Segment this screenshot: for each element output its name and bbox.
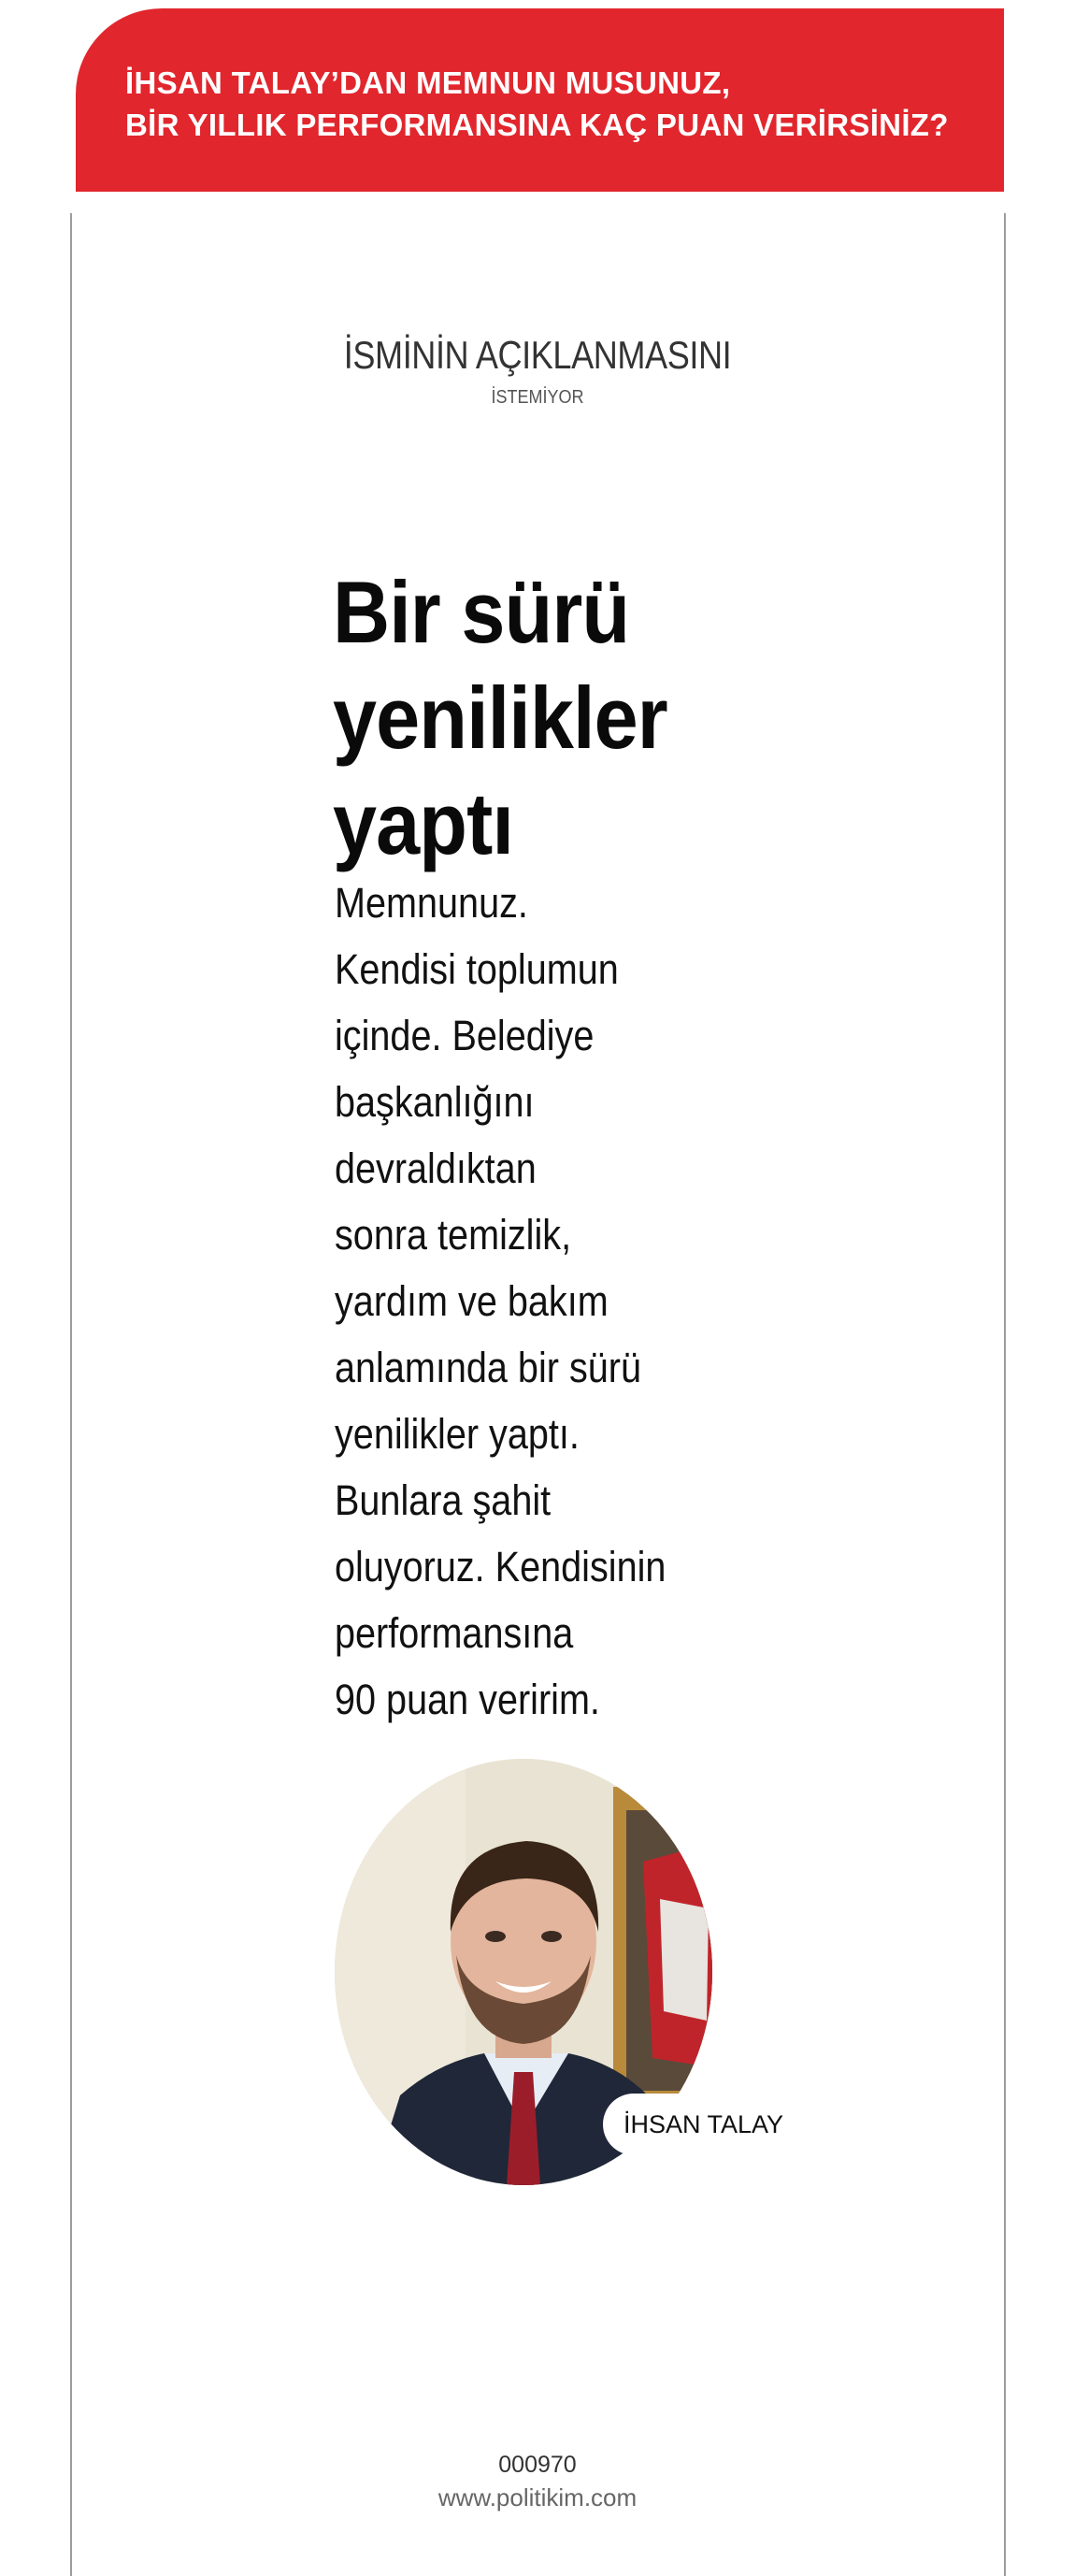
left-border-rule xyxy=(70,213,72,2576)
subject-name-badge: İHSAN TALAY xyxy=(603,2094,800,2155)
headline-line: Bir sürü xyxy=(333,563,630,661)
quote-line: devraldıktan xyxy=(335,1144,537,1192)
question-line-2: BİR YILLIK PERFORMANSINA KAÇ PUAN VERİRSİNİZ? xyxy=(125,108,949,142)
question-banner xyxy=(76,8,1004,192)
quote-line: Bunlara şahit xyxy=(335,1476,552,1524)
quote-body xyxy=(335,870,729,1733)
quote-line: Kendisi toplumun xyxy=(335,945,619,993)
headline xyxy=(333,559,770,876)
footer-code: 000970 xyxy=(498,2452,577,2478)
quote-line: yardım ve bakım xyxy=(335,1277,609,1325)
quote-line: performansına xyxy=(335,1609,574,1657)
quote-line: içinde. Belediye xyxy=(335,1012,595,1059)
footer-website: www.politikim.com xyxy=(437,2483,638,2511)
question-line-1: İHSAN TALAY’DAN MEMNUN MUSUNUZ, xyxy=(125,65,731,100)
quote-line: yenilikler yaptı. xyxy=(335,1410,580,1458)
quote-line: 90 puan veririm. xyxy=(335,1676,600,1723)
headline-line: yenilikler xyxy=(333,669,667,767)
quote-line: Memnunuz. xyxy=(335,879,528,927)
right-border-rule xyxy=(1004,213,1006,2576)
headline-line: yaptı xyxy=(333,774,513,872)
respondent-label-sub: İSTEMİYOR xyxy=(491,387,584,408)
respondent-label: İSMİNİN AÇIKLANMASINI xyxy=(343,333,732,377)
quote-line: sonra temizlik, xyxy=(335,1211,572,1259)
quote-line: başkanlığını xyxy=(335,1078,535,1126)
quote-line: oluyoruz. Kendisinin xyxy=(335,1543,666,1590)
quote-line: anlamında bir sürü xyxy=(335,1344,641,1391)
